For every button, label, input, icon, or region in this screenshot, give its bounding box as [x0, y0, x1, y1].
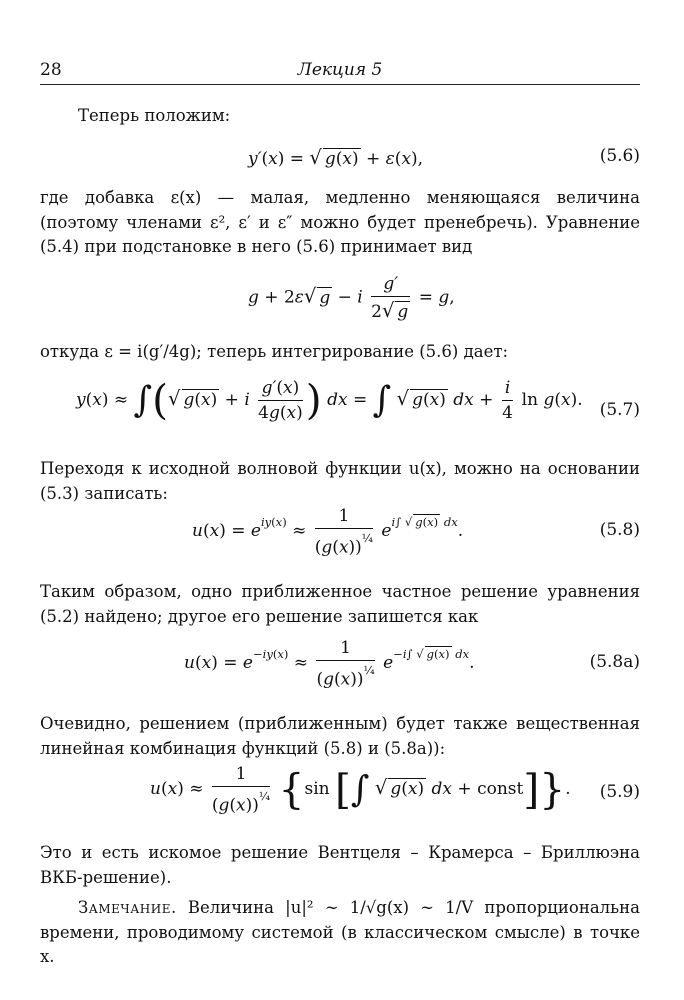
- equation-5-8a-body: $u(x) = e^{-iy(x)}$ ≈ $\frac{1}{(g(x))^{\frac{1}{4}}}$ $e^{-i\int √ g(x) dx}$.: [184, 638, 475, 690]
- running-header: [40, 58, 640, 85]
- page-number: 28: [40, 60, 62, 80]
- equation-substituted-body: g + 2ε√ g − i $\frac{g'}{2√ g}$ = g,: [248, 274, 455, 322]
- equation-5-8-body: $u(x) = e^{iy(x)}$ ≈ $\frac{1}{(g(x))^{\frac{1}{4}}}$ $e^{i\int √ g(x) dx}$.: [192, 506, 464, 558]
- equation-5-7-body: y(x) ≈ ∫(√ g(x) + i $\frac{g'(x)}{4g(x)}$ ) dx = ∫ √ g(x) dx + $\frac{i}{4}$ ln g(x).: [76, 376, 583, 425]
- equation-5-8-number: (5.8): [599, 520, 640, 540]
- equation-5-9-body: u(x) ≈ $\frac{1}{(g(x))^{\frac{1}{4}}}$ {sin [∫ √ g(x) dx + const]}.: [150, 764, 571, 816]
- paragraph-remark: [40, 896, 640, 970]
- equation-5-6-body: y′(x) = √ g(x) + ε(x),: [248, 146, 424, 169]
- equation-5-8a: [40, 638, 640, 698]
- paragraph-wkb: Это и есть искомое решение Вентцеля – Крамерса – Бриллюэна ВКБ-решение).: [40, 843, 640, 887]
- equation-5-6-number: (5.6): [599, 146, 640, 166]
- paragraph-substitution: где добавка ε(x) — малая, медленно меняющаяся величина (поэтому членами ε², ε′ и ε″ можно будет пренебречь). Уравнение (5.4) при подстановке в него (5.6) принимает вид: [40, 188, 640, 256]
- equation-5-8: [40, 506, 640, 566]
- equation-5-8a-number: (5.8a): [589, 652, 640, 672]
- lecture-title: Лекция 5: [297, 60, 383, 80]
- paragraph-linear-combination: Очевидно, решением (приближенным) будет также вещественная линейная комбинация функций (5.8) и (5.8a)):: [40, 714, 640, 758]
- paragraph-integration: откуда ε = i(g′/4g); теперь интегрирование (5.6) дает:: [40, 342, 509, 361]
- equation-5-9: [40, 764, 640, 826]
- equation-5-7: [40, 378, 640, 442]
- book-page: [40, 0, 640, 1000]
- equation-substituted: [40, 272, 640, 324]
- paragraph-second-solution: Таким образом, одно приближенное частное решение уравнения (5.2) найдено; другое его решение запишется как: [40, 582, 640, 626]
- paragraph-intro: Теперь положим:: [78, 106, 231, 125]
- equation-5-7-number: (5.7): [599, 400, 640, 420]
- equation-5-9-number: (5.9): [599, 782, 640, 802]
- paragraph-wave-function: Переходя к исходной волновой функции u(x), можно на основании (5.3) записать:: [40, 459, 640, 503]
- remark-text: Величина |u|² ∼ 1/√g(x) ∼ 1/V пропорциональна времени, проводимому системой (в классическом смысле) в точке x.: [40, 898, 640, 966]
- equation-5-6: [40, 144, 640, 176]
- remark-lead: Замечание.: [78, 898, 177, 917]
